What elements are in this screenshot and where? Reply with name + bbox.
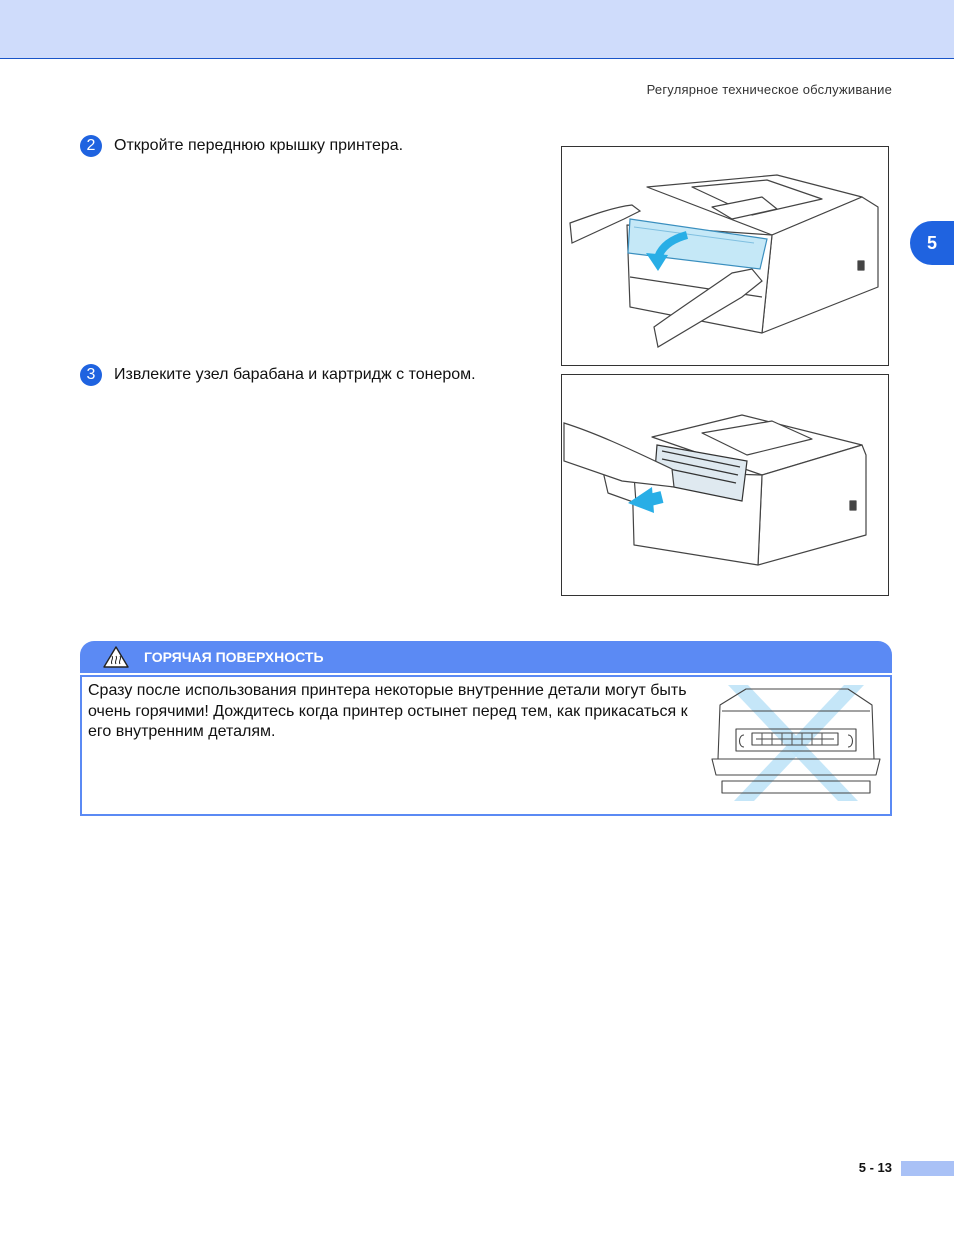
warning-box: [80, 675, 892, 816]
step-3: [80, 364, 476, 386]
hot-surface-warning-icon: [102, 645, 130, 674]
figure-remove-drum-unit: [561, 374, 889, 596]
printer-remove-drum-illustration: [562, 375, 888, 595]
step-number-badge: 2: [80, 135, 102, 157]
warning-title: ГОРЯЧАЯ ПОВЕРХНОСТЬ: [144, 649, 324, 665]
chapter-tab-label: 5: [926, 233, 937, 253]
figure-open-front-cover: [561, 146, 889, 366]
chapter-tab[interactable]: [910, 221, 954, 265]
step-2: [80, 135, 403, 157]
step-text: Откройте переднюю крышку принтера.: [114, 137, 404, 154]
page-number: 5 - 13: [858, 1160, 892, 1175]
printer-open-cover-illustration: [562, 147, 888, 365]
printer-interior-crossed-illustration: [708, 681, 884, 807]
warning-header: [80, 641, 892, 673]
warning-figure: [708, 681, 884, 812]
warning-body-text: Сразу после использования принтера некоторые внутренние детали могут быть очень горячими! Дождитесь когда принтер остынет перед тем, как прикасаться к его внутренним деталям.: [88, 682, 688, 740]
step-text: Извлеките узел барабана и картридж с тонером.: [114, 366, 476, 383]
running-header: Регулярное техническое обслуживание: [646, 82, 892, 97]
step-number-badge: 3: [80, 364, 102, 386]
footer-band: [901, 1161, 954, 1176]
top-header-band: [0, 0, 954, 59]
